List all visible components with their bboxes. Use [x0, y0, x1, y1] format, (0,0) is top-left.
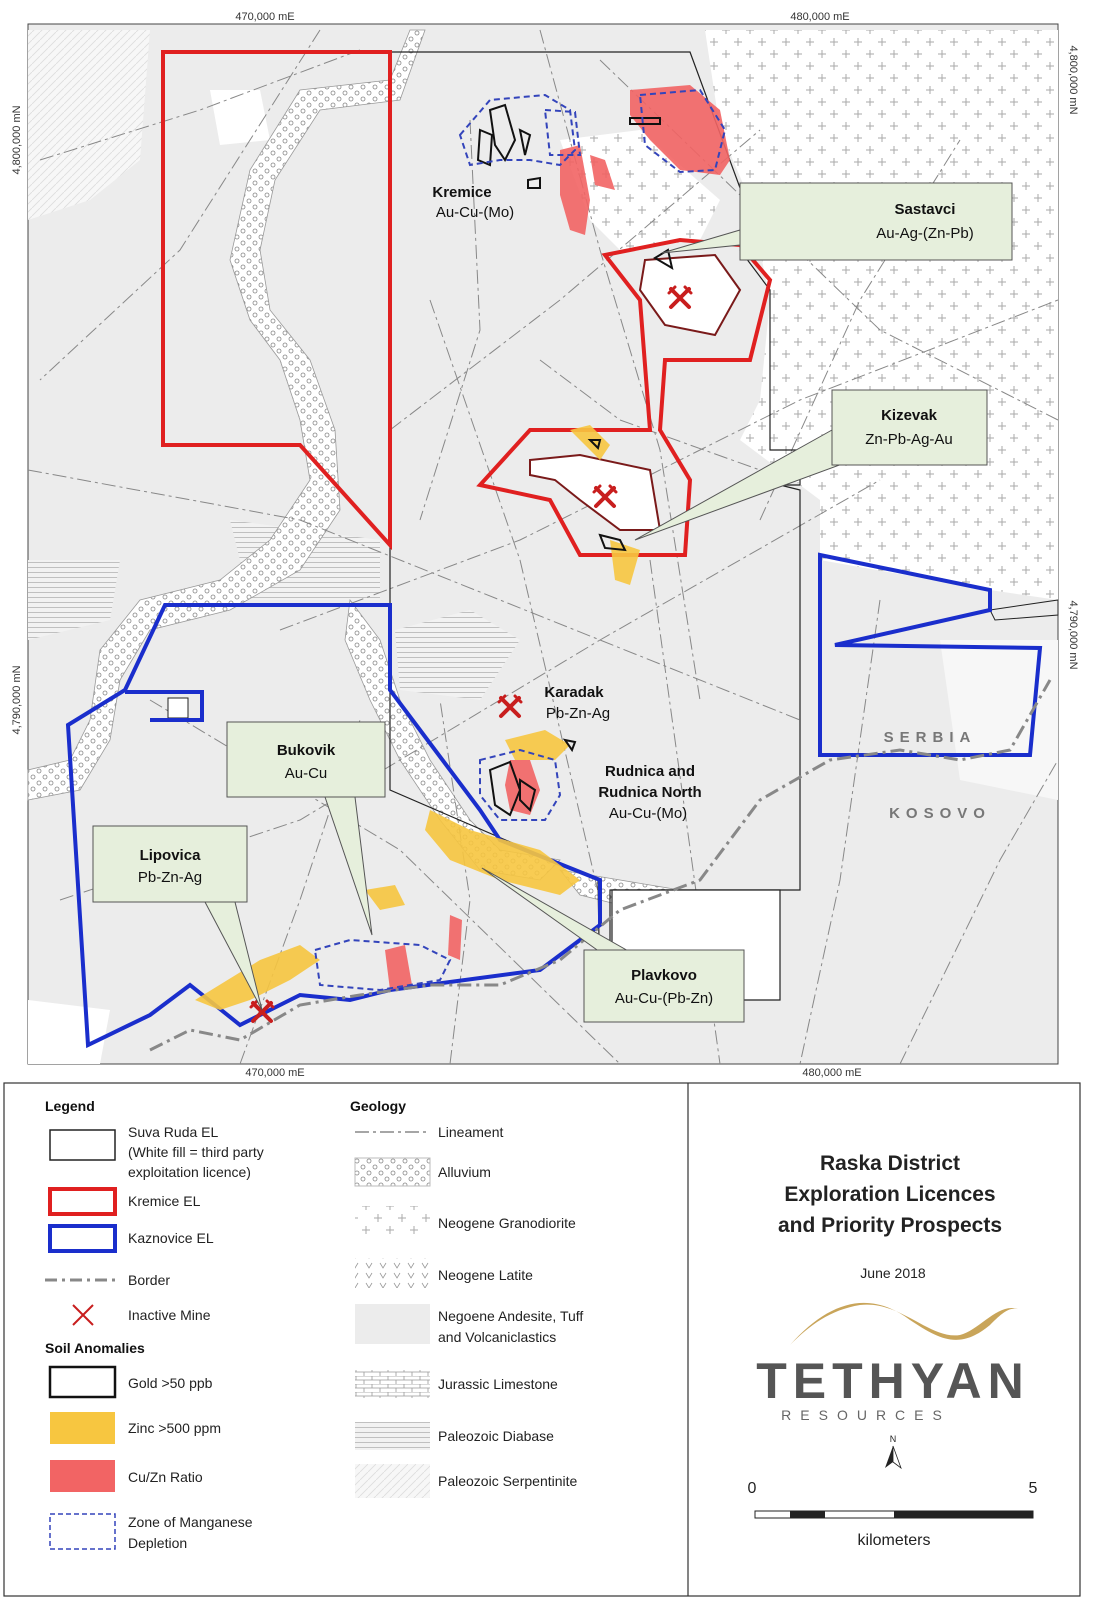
geology-serpentinite: Paleozoic Serpentinite — [438, 1473, 578, 1489]
legend-swatch-zinc — [50, 1412, 115, 1444]
scale-label-start: 0 — [747, 1480, 757, 1497]
legend-swatch-kaznovice — [50, 1226, 115, 1251]
grid-label-right-upper: 4,800,000 mN — [1067, 45, 1079, 115]
country-label-serbia: SERBIA — [883, 729, 977, 746]
scale-unit: kilometers — [857, 1532, 931, 1549]
scale-bar-segment-2 — [894, 1511, 1033, 1518]
scale-bar-segment-1 — [790, 1511, 825, 1518]
geology-swatch-latite — [355, 1258, 430, 1288]
logo-sub: RESOURCES — [781, 1407, 951, 1423]
prospect-kremice-name: Kremice — [432, 184, 492, 201]
legend-kaznovice: Kaznovice EL — [128, 1230, 214, 1246]
geology-andesite-2: and Volcaniclastics — [438, 1329, 557, 1345]
prospect-karadak-commodities: Pb-Zn-Ag — [545, 705, 611, 722]
legend-mn-2: Depletion — [128, 1535, 188, 1551]
geology-granodiorite: Neogene Granodiorite — [438, 1215, 576, 1231]
legend-swatch-cuzn — [50, 1460, 115, 1492]
prospect-lipovica-name: Lipovica — [139, 847, 201, 864]
legend-inactive-mine: Inactive Mine — [128, 1307, 211, 1323]
grid-label-right-lower: 4,790,000 mN — [1067, 600, 1079, 670]
prospect-sastavci-commodities: Au-Ag-(Zn-Pb) — [876, 225, 974, 242]
legend-suva-ruda-1: Suva Ruda EL — [128, 1124, 219, 1140]
legend-zinc: Zinc >500 ppm — [128, 1420, 221, 1436]
prospect-bukovik-commodities: Au-Cu — [284, 765, 328, 782]
north-arrow-letter: N — [889, 1434, 897, 1444]
prospect-plavkovo-commodities: Au-Cu-(Pb-Zn) — [614, 990, 714, 1007]
geology-swatch-limestone — [355, 1370, 430, 1398]
white-area-sw — [28, 1000, 110, 1064]
legend-border: Border — [128, 1272, 171, 1288]
legend-mn-1: Zone of Manganese — [128, 1514, 253, 1530]
geology-diabase: Paleozoic Diabase — [438, 1428, 554, 1444]
grid-label-top-right: 480,000 mE — [790, 11, 850, 23]
geology-swatch-granodiorite — [355, 1206, 430, 1236]
prospect-rudnica-name-2: Rudnica North — [598, 784, 702, 801]
legend-suva-ruda-2: (White fill = third party — [128, 1144, 264, 1160]
legend-soil-heading: Soil Anomalies — [45, 1340, 145, 1356]
prospect-sastavci-name: Sastavci — [894, 201, 956, 218]
legend-suva-ruda-3: exploitation licence) — [128, 1164, 251, 1180]
title-line-2: Exploration Licences — [784, 1183, 996, 1206]
prospect-rudnica-name-1: Rudnica and — [604, 763, 696, 780]
geology-heading: Geology — [350, 1098, 407, 1114]
legend-heading: Legend — [45, 1098, 95, 1114]
prospect-plavkovo-name: Plavkovo — [631, 967, 697, 984]
geology-swatch-diabase — [355, 1422, 430, 1450]
legend-gold: Gold >50 ppb — [128, 1375, 213, 1391]
scale-label-end: 5 — [1028, 1480, 1038, 1497]
grid-label-left-upper: 4,800,000 mN — [11, 105, 23, 175]
grid-label-bottom-right: 480,000 mE — [802, 1067, 862, 1079]
geology-alluvium: Alluvium — [438, 1164, 491, 1180]
title-line-3: and Priority Prospects — [777, 1214, 1003, 1237]
legend-cuzn: Cu/Zn Ratio — [128, 1469, 203, 1485]
legend-swatch-mn — [50, 1514, 115, 1549]
geology-swatch-serpentinite — [355, 1464, 430, 1498]
legend-swatch-gold — [50, 1367, 115, 1397]
country-label-kosovo: KOSOVO — [889, 805, 991, 822]
prospect-karadak-name: Karadak — [544, 684, 604, 701]
white-area-n — [210, 90, 270, 145]
geology-latite: Neogene Latite — [438, 1267, 533, 1283]
prospect-rudnica-commodities: Au-Cu-(Mo) — [608, 805, 688, 822]
grid-label-left-lower: 4,790,000 mN — [11, 665, 23, 735]
map-frame — [11, 11, 1079, 1079]
prospect-bukovik-name: Bukovik — [276, 742, 336, 759]
grid-label-bottom-left: 470,000 mE — [245, 1067, 305, 1079]
geology-andesite-1: Negoene Andesite, Tuff — [438, 1308, 584, 1324]
geology-swatch-alluvium — [355, 1158, 430, 1186]
geology-lineament: Lineament — [438, 1124, 504, 1140]
prospect-kizevak-name: Kizevak — [881, 407, 937, 424]
map-date: June 2018 — [860, 1265, 926, 1281]
logo-main: TETHYAN — [756, 1353, 1030, 1409]
legend-swatch-kremice — [50, 1189, 115, 1214]
title-line-1: Raska District — [819, 1152, 961, 1175]
prospect-lipovica-commodities: Pb-Zn-Ag — [137, 869, 203, 886]
grid-label-top-left: 470,000 mE — [235, 11, 295, 23]
prospect-kremice-commodities: Au-Cu-(Mo) — [435, 204, 515, 221]
prospect-kizevak-commodities: Zn-Pb-Ag-Au — [865, 431, 953, 448]
legend-kremice: Kremice EL — [128, 1193, 201, 1209]
legend-swatch-suva-ruda — [50, 1130, 115, 1160]
third-party-licence-small — [168, 698, 188, 718]
geology-swatch-andesite — [355, 1304, 430, 1344]
geology-limestone: Jurassic Limestone — [438, 1376, 558, 1392]
